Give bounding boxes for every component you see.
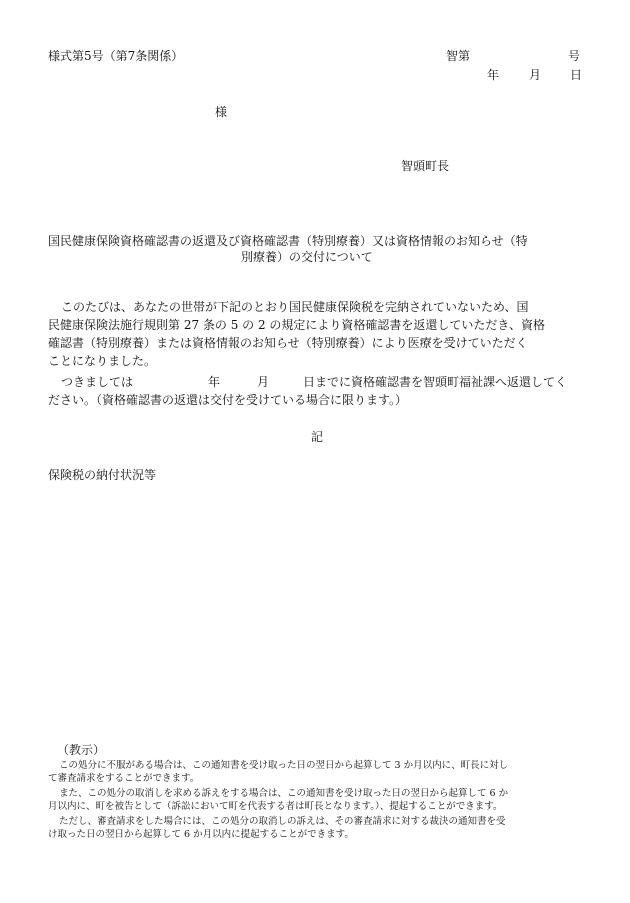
notice-item-2-line-2: 月以内に、町を被告として（訴訟において町を代表する者は町長となります。）、提起することができます。 [48,801,503,812]
return-deadline-month: 月 [257,375,270,389]
notice-item-2-line-1: また、この処分の取消しを求める訴えをする場合は、この通知書を受け取った日の翌日から起算して 6 か [59,788,509,799]
body-paragraph-2-line-1 [61,374,581,390]
issue-date-day: 日 [570,68,583,82]
body-paragraph-2-line-2: ださい。（資格確認書の返還は交付を受けている場合に限ります。） [48,393,408,407]
body-paragraph-1-line-2: 民健康保険法施行規則第 27 条の 5 の 2 の規定により資格確認書を返還していただき、資格 [48,318,545,332]
document-title-line-2: 別療養）の交付について [241,250,373,264]
notice-item-3-line-1: ただし、審査請求をした場合には、この処分の取消しの訴えは、その審査請求に対する裁決の通知書を受 [59,816,506,827]
document-number-prefix: 智第 [446,49,471,63]
payment-status-heading: 保険税の納付状況等 [48,468,157,482]
issue-date-year: 年 [487,68,500,82]
notice-item-1-line-2: て審査請求をすることができます。 [48,773,200,784]
document-number-suffix: 号 [568,49,581,63]
return-deadline-prefix: つきましては [61,375,134,389]
form-number: 様式第5号（第7条関係） [48,49,184,63]
return-deadline-year: 年 [208,375,221,389]
ki-heading: 記 [311,430,324,444]
recipient-honorific: 様 [215,105,228,119]
document-number [446,48,586,64]
notice-item-1-line-1: この処分に不服がある場合は、この通知書を受け取った日の翌日から起算して 3 か月以内に、町長に対し [59,760,509,771]
issuer-name: 智頭町長 [401,159,450,173]
body-paragraph-1-line-3: 確認書（特別療養）または資格情報のお知らせ（特別療養）により医療を受けていただく [48,336,528,350]
body-paragraph-1-line-4: ことになりました。 [48,354,157,368]
document-title-line-1: 国民健康保険資格確認書の返還及び資格確認書（特別療養）又は資格情報のお知らせ（特 [48,234,528,248]
body-paragraph-1-line-1: このたびは、あなたの世帯が下記のとおり国民健康保険税を完納されていないため、国 [61,300,529,314]
notice-heading: （教示） [57,743,106,757]
issue-date [487,67,587,83]
return-deadline-rest: 日までに資格確認書を智頭町福祉課へ返還してく [303,375,568,389]
issue-date-month: 月 [529,68,542,82]
notice-item-3-line-2: け取った日の翌日から起算して 6 か月以内に提起することができます。 [48,829,354,840]
